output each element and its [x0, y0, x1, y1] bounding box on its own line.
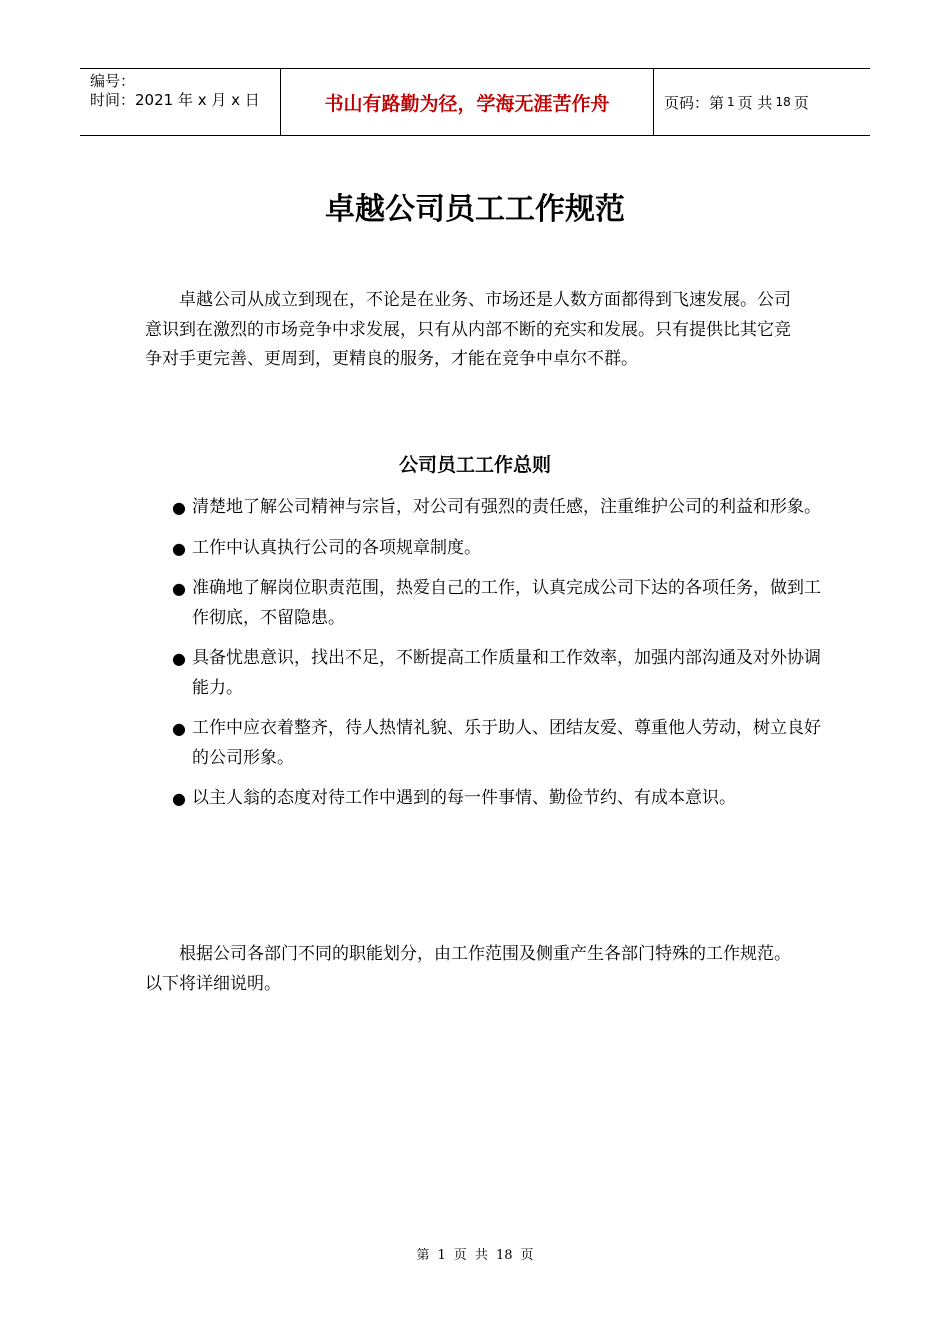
list-item	[172, 534, 822, 564]
document-title: 卓越公司员工工作规范	[325, 192, 625, 227]
bullet-icon: ●	[172, 498, 186, 517]
list-item-text: 工作中认真执行公司的各项规章制度。	[192, 537, 481, 558]
bullet-icon: ●	[172, 719, 186, 738]
section-title: 公司员工工作总则	[398, 454, 551, 476]
bullet-icon: ●	[172, 649, 186, 668]
list-item-text: 具备忧患意识，找出不足，不断提高工作质量和工作效率，加强内部沟通及对外协调能力。	[192, 648, 821, 698]
header-page-suffix: 页	[793, 93, 809, 112]
page-footer	[0, 1244, 950, 1263]
footer-suffix: 页	[520, 1248, 534, 1263]
page-header	[80, 68, 870, 136]
header-motto: 书山有路勤为径，学海无涯苦作舟	[324, 92, 610, 115]
document-time-label: 时间：2021 年 x 月 x 日	[90, 91, 260, 109]
list-item	[172, 574, 822, 633]
intro-paragraph: 卓越公司从成立到现在，不论是在业务、市场还是人数方面都得到飞速发展。公司意识到在激烈的市场竞争中求发展，只有从内部不断的充实和发展。只有提供比其它竞争对手更完善、更周到，更精良的服务，才能在竞争中卓尔不群。	[145, 290, 791, 369]
bullet-icon: ●	[172, 579, 186, 598]
header-page-cell	[654, 69, 870, 135]
rules-list	[172, 493, 822, 825]
list-item-text: 清楚地了解公司精神与宗旨，对公司有强烈的责任感，注重维护公司的利益和形象。	[192, 497, 821, 517]
header-page-middle: 页 共	[737, 93, 773, 112]
footer-page-current: 1	[437, 1248, 446, 1263]
list-item	[172, 784, 822, 814]
bullet-icon: ●	[172, 789, 186, 808]
list-item-text: 准确地了解岗位职责范围，热爱自己的工作，认真完成公司下达的各项任务，做到工作彻底，不留隐患。	[192, 578, 821, 628]
list-item	[172, 493, 822, 523]
footer-middle: 页 共	[453, 1248, 488, 1263]
header-motto-cell	[281, 69, 654, 135]
header-page-prefix: 页码：第	[664, 93, 725, 112]
bullet-icon: ●	[172, 538, 186, 558]
list-item	[172, 714, 822, 773]
closing-paragraph: 根据公司各部门不同的职能划分，由工作范围及侧重产生各部门特殊的工作规范。以下将详细说明。	[145, 944, 791, 994]
footer-prefix: 第	[416, 1248, 430, 1263]
list-item-text: 工作中应衣着整齐，待人热情礼貌、乐于助人、团结友爱、尊重他人劳动，树立良好的公司形象。	[192, 718, 821, 768]
header-page-current: 1	[727, 95, 735, 109]
list-item-text: 以主人翁的态度对待工作中遇到的每一件事情、勤俭节约、有成本意识。	[192, 788, 736, 808]
footer-page-total: 18	[495, 1248, 513, 1263]
list-item	[172, 644, 822, 703]
header-meta-cell	[80, 69, 281, 135]
header-page-total: 18	[775, 95, 791, 109]
document-number-label: 编号：	[90, 72, 136, 90]
